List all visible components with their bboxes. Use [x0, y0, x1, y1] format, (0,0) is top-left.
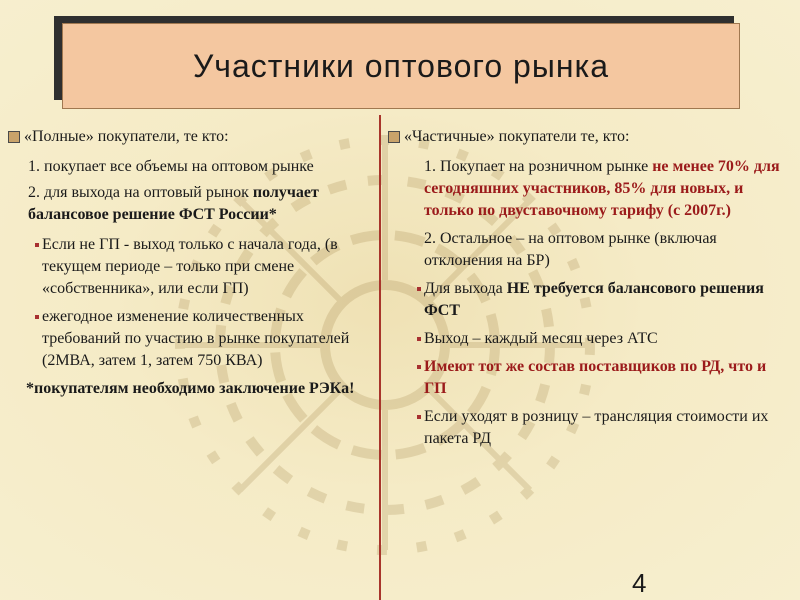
square-bullet-icon [417, 337, 421, 341]
checkbox-bullet-icon [388, 131, 400, 143]
left-note: *покупателям необходимо заключение РЭКа! [26, 380, 355, 397]
right-bullet-1-bold: НЕ требуется балансового решения ФСТ [424, 280, 764, 319]
right-bullet-4 [414, 406, 791, 450]
square-bullet-icon [35, 243, 39, 247]
square-bullet-icon [417, 287, 421, 291]
page-number: 4 [632, 568, 647, 598]
right-item-2: 2. Остальное – на оптовом рынке (включая отклонения на БР) [424, 230, 717, 269]
left-bullet-2-text: ежегодное изменение количественных требований по участию в рынке покупателей (2МВА, затем 1, затем 750 КВА) [42, 308, 350, 369]
right-bullet-1 [414, 278, 791, 322]
left-heading [6, 126, 378, 148]
left-column [6, 126, 378, 400]
right-column [386, 126, 791, 456]
right-bullet-3-text: Имеют тот же состав поставщиков по РД, что и ГП [424, 358, 767, 397]
right-item-1 [424, 156, 791, 222]
left-item-1: 1. покупает все объемы на оптовом рынке [28, 158, 314, 175]
slide-title: Участники оптового рынка [192, 47, 610, 84]
column-divider [379, 115, 381, 600]
right-bullet-4-text: Если уходят в розницу – трансляция стоимости их пакета РД [424, 408, 769, 447]
left-item-2 [28, 182, 378, 226]
right-bullet-2-text: Выход – каждый месяц через АТС [424, 330, 658, 347]
square-bullet-icon [35, 315, 39, 319]
left-bullet-1-text: Если не ГП - выход только с начала года, (в текущем периоде – только при смене «собственника», или если ГП) [42, 236, 338, 297]
right-item-1-prefix: 1. Покупает на розничном рынке [424, 158, 653, 175]
left-heading-text: «Полные» покупатели, те кто: [24, 128, 229, 145]
right-heading [386, 126, 791, 148]
right-bullet-3 [414, 356, 791, 400]
square-bullet-icon [417, 415, 421, 419]
right-bullet-1-prefix: Для выхода [424, 280, 507, 297]
right-bullet-2 [414, 328, 791, 350]
left-items [6, 156, 378, 226]
checkbox-bullet-icon [8, 131, 20, 143]
left-bullet-1 [32, 234, 378, 300]
left-bullet-2 [32, 306, 378, 372]
title-box [62, 23, 740, 109]
right-heading-text: «Частичные» покупатели те, кто: [404, 128, 630, 145]
right-bullets [386, 278, 791, 450]
left-item-2-bold: получает балансовое решение ФСТ России* [28, 184, 319, 223]
left-bullets [6, 234, 378, 372]
left-item-2-prefix: 2. для выхода на оптовый рынок [28, 184, 253, 201]
right-items [386, 156, 791, 272]
right-item-1-highlight: не менее 70% для сегодняшних участников, 85% для новых, и только по двуставочному тарифу (с 2007г.) [424, 158, 780, 219]
square-bullet-icon [417, 365, 421, 369]
